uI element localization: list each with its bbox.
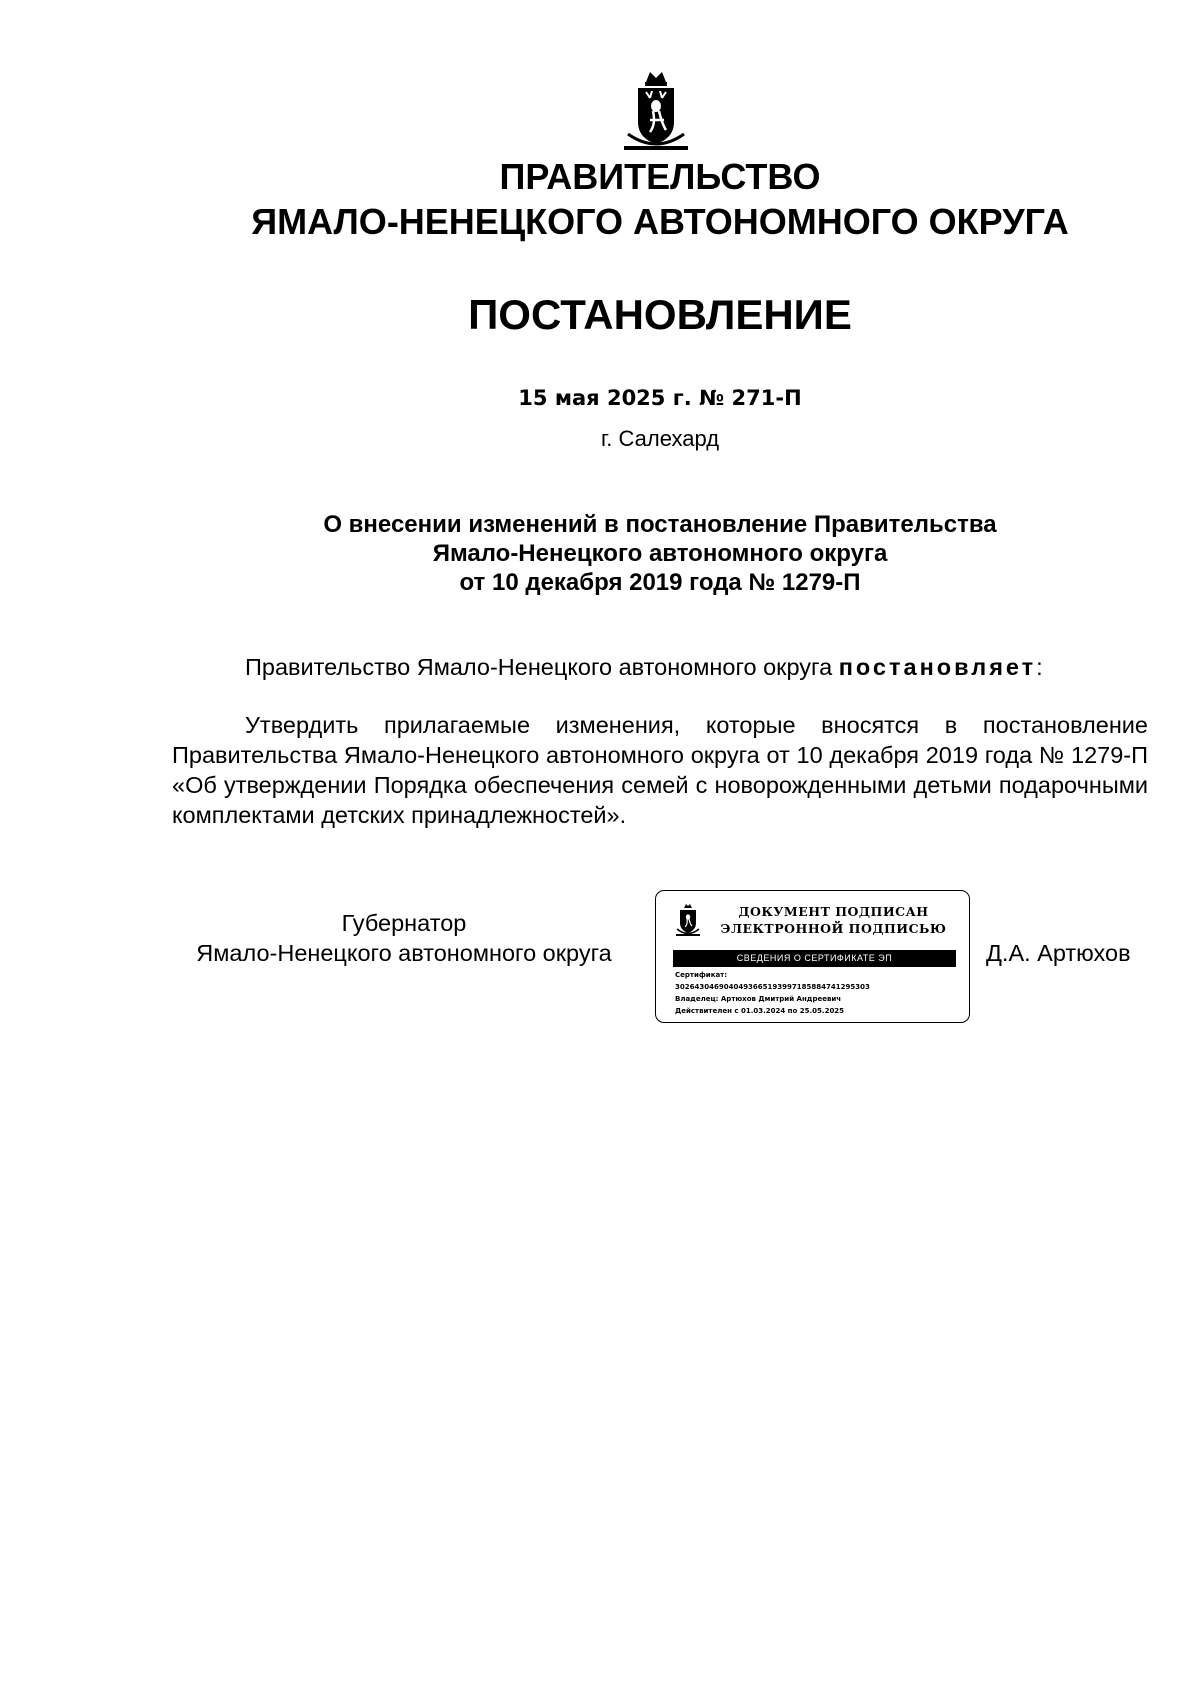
org-name-line-1: ПРАВИТЕЛЬСТВО (499, 156, 821, 197)
stamp-heading-1: ДОКУМЕНТ ПОДПИСАН (738, 904, 929, 919)
body-paragraph: Утвердить прилагаемые изменения, которые вносятся в постановление Правительства Ямало-Ненецкого автономного округа от 10 декабря 2019 года № 1279-П «Об утверждении Порядка обеспечения семей с новорожденными детьми подарочными комплектами детских принадлежностей». (172, 712, 1148, 828)
document-type: ПОСТАНОВЛЕНИЕ (468, 291, 852, 338)
document-date-number: 15 мая 2025 г. № 271-П (518, 386, 802, 410)
document-title-line-2: Ямало-Ненецкого автономного округа (432, 540, 888, 567)
preamble (245, 652, 1043, 682)
document-city: г. Салехард (600, 426, 720, 451)
coat-of-arms-icon (675, 903, 701, 937)
document-title-line-3: от 10 декабря 2019 года № 1279-П (459, 569, 861, 596)
electronic-signature-stamp (655, 890, 970, 1023)
stamp-certificate-label: Сертификат: (675, 971, 728, 979)
signer-name: Д.А. Артюхов (986, 940, 1131, 966)
coat-of-arms-icon (620, 68, 692, 154)
signer-title-line-2: Ямало-Ненецкого автономного округа (196, 940, 612, 966)
stamp-certificate-bar: СВЕДЕНИЯ О СЕРТИФИКАТЕ ЭП (673, 950, 956, 967)
stamp-certificate-number: 3026430469040493665193997185884741295303 (675, 983, 870, 991)
preamble-verb: постановляет (838, 654, 1037, 680)
document-title-line-1: О внесении изменений в постановление Правительства (323, 511, 997, 538)
preamble-end: : (1036, 654, 1043, 680)
preamble-text: Правительство Ямало-Ненецкого автономного округа (245, 654, 839, 680)
stamp-owner: Владелец: Артюхов Дмитрий Андреевич (675, 995, 842, 1003)
org-name-line-2: ЯМАЛО-НЕНЕЦКОГО АВТОНОМНОГО ОКРУГА (251, 201, 1069, 242)
signer-title-line-1: Губернатор (341, 910, 467, 936)
stamp-heading-2: ЭЛЕКТРОННОЙ ПОДПИСЬЮ (720, 921, 947, 936)
stamp-validity: Действителен с 01.03.2024 по 25.05.2025 (675, 1007, 845, 1015)
